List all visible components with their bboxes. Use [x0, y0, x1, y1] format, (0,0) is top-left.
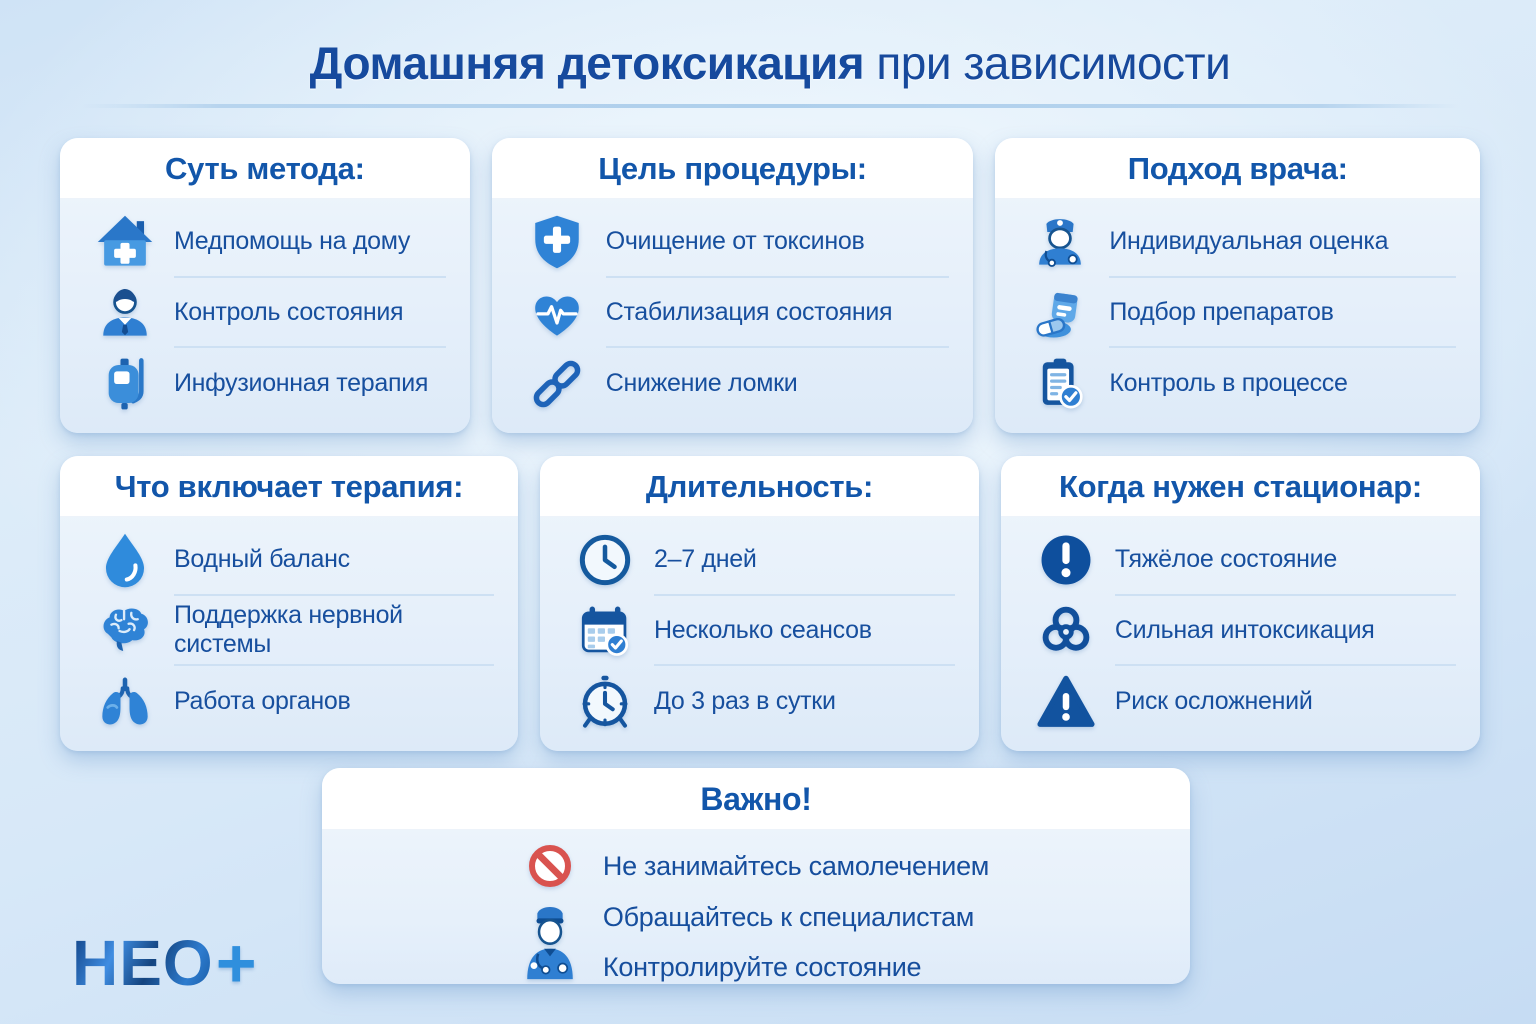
no-entry-icon	[523, 842, 577, 890]
list-item	[96, 596, 494, 667]
info-card	[60, 138, 470, 433]
info-card-body	[492, 199, 974, 433]
info-card-body	[995, 199, 1480, 433]
info-card-title: Подход врача:	[1127, 151, 1348, 186]
list-item	[96, 525, 494, 596]
list-item-divider	[606, 278, 950, 349]
clipboard-check-icon	[1031, 355, 1089, 413]
list-item-divider	[174, 348, 446, 419]
list-item-label: Контроль состояния	[174, 297, 404, 326]
list-item-divider	[174, 666, 494, 737]
biohazard-icon	[1037, 602, 1095, 660]
info-card-body	[60, 517, 518, 751]
info-card-title: Когда нужен стационар:	[1058, 469, 1422, 504]
warning-triangle-icon	[1037, 673, 1095, 731]
info-card	[995, 138, 1480, 433]
list-item-label: Тяжёлое состояние	[1114, 544, 1337, 573]
list-item-divider	[174, 596, 494, 667]
list-item-label: Инфузионная терапия	[174, 369, 429, 398]
list-item-divider	[1115, 666, 1456, 737]
list-item	[528, 348, 950, 419]
cards-row-1	[60, 138, 1480, 433]
info-card-header	[995, 138, 1480, 199]
list-item	[1037, 666, 1456, 737]
info-card	[540, 456, 979, 751]
heart-pulse-icon	[528, 284, 586, 342]
list-item	[1031, 348, 1456, 419]
list-item-divider	[654, 596, 955, 667]
important-card-title: Важно!	[700, 781, 812, 817]
important-card-body	[322, 830, 1190, 984]
list-item-label: Риск осложнений	[1114, 687, 1313, 716]
list-item-divider	[606, 348, 950, 419]
list-item-label: Работа органов	[174, 687, 351, 716]
list-item-divider	[606, 207, 950, 278]
doctor-cap-icon	[1031, 213, 1089, 271]
alarm-clock-icon	[576, 673, 634, 731]
shield-cross-icon	[528, 213, 586, 271]
list-item	[576, 596, 955, 667]
list-item	[96, 278, 446, 349]
list-item-divider	[1109, 348, 1456, 419]
important-item-label: Обращайтесь к специалистам	[602, 901, 975, 932]
info-card-header	[492, 138, 974, 199]
list-item-label: Снижение ломки	[605, 369, 798, 398]
clock-icon	[576, 531, 634, 589]
list-item-label: Несколько сеансов	[653, 615, 872, 644]
list-item	[96, 207, 446, 278]
list-item-divider	[1109, 207, 1456, 278]
list-item	[1031, 278, 1456, 349]
cards-row-2	[60, 456, 1480, 751]
title-divider	[81, 104, 1458, 108]
iv-bag-icon	[96, 355, 154, 413]
list-item	[96, 348, 446, 419]
logo-plus-icon: +	[215, 924, 257, 1002]
list-item	[96, 666, 494, 737]
info-card-body	[540, 517, 979, 751]
list-item-label: До 3 раз в сутки	[653, 687, 836, 716]
surgeon-icon	[523, 894, 577, 984]
list-item	[576, 525, 955, 596]
info-card-title: Суть метода:	[165, 151, 365, 186]
important-item-label: Не занимайтесь самолечением	[602, 850, 990, 881]
exclamation-circle-icon	[1037, 531, 1095, 589]
important-card	[322, 768, 1190, 984]
chain-link-icon	[528, 355, 586, 413]
important-card-header	[322, 768, 1190, 830]
info-card-header	[1001, 456, 1480, 517]
list-item-divider	[1109, 278, 1456, 349]
info-card-header	[60, 138, 470, 199]
pills-icon	[1031, 284, 1089, 342]
list-item-divider	[174, 525, 494, 596]
list-item-divider	[174, 278, 446, 349]
calendar-check-icon	[576, 602, 634, 660]
page-title-bold: Домашняя детоксикация	[309, 37, 865, 89]
list-item-label: Поддержка нервной системы	[174, 601, 403, 658]
lungs-icon	[96, 673, 154, 731]
list-item	[528, 207, 950, 278]
cards-area	[60, 138, 1480, 984]
water-drop-icon	[96, 531, 154, 589]
house-medical-icon	[96, 213, 154, 271]
list-item-label: Водный баланс	[174, 544, 350, 573]
list-item	[528, 278, 950, 349]
info-card-title: Длительность:	[645, 469, 874, 504]
info-card-title: Что включает терапия:	[114, 469, 464, 504]
list-item-divider	[1115, 525, 1456, 596]
list-item-label: 2–7 дней	[653, 544, 757, 573]
list-item-divider	[654, 525, 955, 596]
list-item	[1031, 207, 1456, 278]
info-card-title: Цель процедуры:	[598, 151, 867, 186]
list-item-label: Подбор препаратов	[1109, 297, 1334, 326]
list-item-label: Контроль в процессе	[1109, 369, 1348, 398]
list-item-label: Очищение от токсинов	[605, 226, 865, 255]
important-item-label: Контролируйте состояние	[602, 951, 922, 982]
info-card-body	[60, 199, 470, 433]
info-card	[1001, 456, 1480, 751]
page-title-regular: при зависимости	[864, 37, 1231, 89]
list-item-label: Индивидуальная оценка	[1109, 226, 1389, 255]
list-item-divider	[174, 207, 446, 278]
info-card-body	[1001, 517, 1480, 751]
logo	[72, 924, 257, 1002]
list-item-label: Стабилизация состояния	[605, 297, 893, 326]
info-card	[492, 138, 974, 433]
list-item	[576, 666, 955, 737]
page-header	[60, 36, 1480, 108]
page-title	[60, 36, 1480, 90]
logo-text: НЕО	[72, 927, 214, 999]
list-item-label: Сильная интоксикация	[1114, 615, 1375, 644]
doctor-icon	[96, 284, 154, 342]
info-card	[60, 456, 518, 751]
list-item-label: Медпомощь на дому	[174, 226, 411, 255]
list-item-divider	[1115, 596, 1456, 667]
list-item	[1037, 525, 1456, 596]
brain-icon	[96, 602, 154, 660]
info-card-header	[540, 456, 979, 517]
list-item-divider	[654, 666, 955, 737]
list-item	[1037, 596, 1456, 667]
info-card-header	[60, 456, 518, 517]
